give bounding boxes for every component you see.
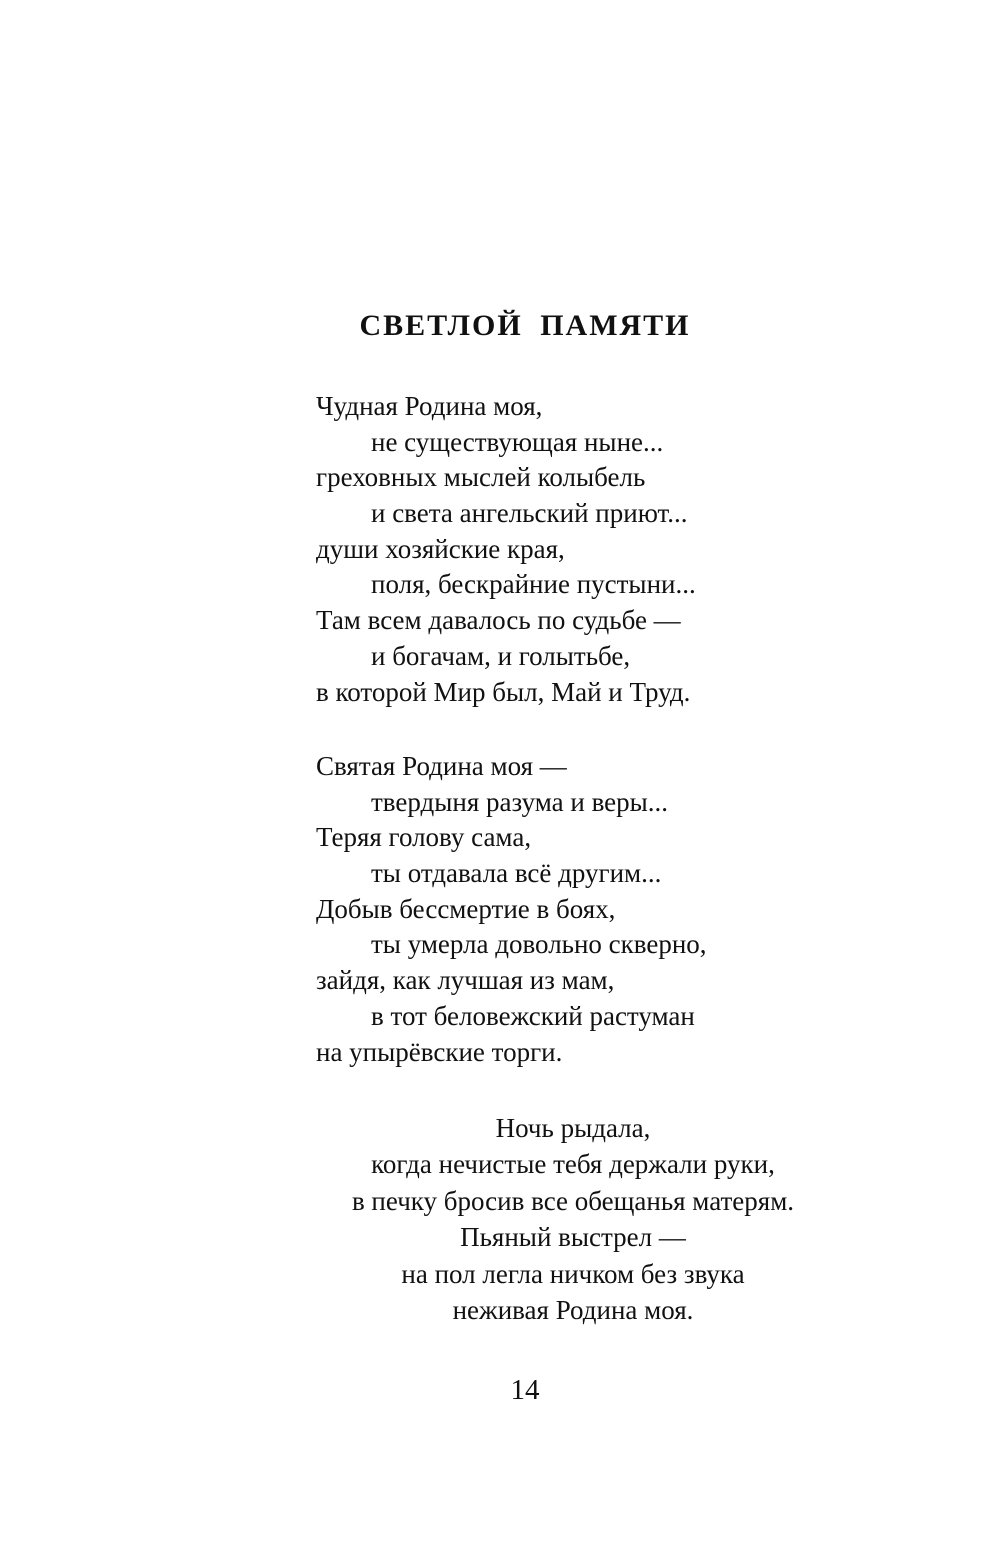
poem-line: неживая Родина моя. xyxy=(452,1294,694,1325)
stanza-1 xyxy=(316,389,696,710)
poem-line: в печку бросив все обещанья матерям. xyxy=(351,1185,795,1216)
poem-line: Чудная Родина моя, xyxy=(316,391,543,421)
poem-line: когда нечистые тебя держали руки, xyxy=(371,1149,775,1180)
poem-line: и света ангельский приют... xyxy=(371,498,688,529)
poem-line: греховных мыслей колыбель xyxy=(316,462,646,493)
stanza-2 xyxy=(316,749,707,1070)
poem-title: СВЕТЛОЙ ПАМЯТИ xyxy=(359,309,691,342)
stanza-3 xyxy=(0,1110,1000,1328)
poem-line: зайдя, как лучшая из мам, xyxy=(316,965,615,996)
poem-line: ты умерла довольно скверно, xyxy=(371,929,707,960)
poem-line: ты отдавала всё другим... xyxy=(371,858,662,889)
poem-line: на упырёвские торги. xyxy=(316,1036,563,1067)
poem-line: Там всем давалось по судьбе — xyxy=(316,605,681,636)
poem-line: в тот беловежский растуман xyxy=(371,1000,695,1031)
poem-line: поля, бескрайние пустыни... xyxy=(371,569,696,600)
poem-line: Пьяный выстрел — xyxy=(460,1222,686,1253)
poem-line: души хозяйские края, xyxy=(316,533,565,564)
poem-line: и богачам, и голытьбе, xyxy=(371,640,631,671)
poem-line: в которой Мир был, Май и Труд. xyxy=(316,676,691,707)
page-number: 14 xyxy=(510,1374,540,1406)
poem-line: на пол легла ничком без звука xyxy=(401,1258,745,1289)
poem-line: Ночь рыдала, xyxy=(495,1113,651,1143)
poem-line: Теряя голову сама, xyxy=(316,822,532,853)
poem-line: Добыв бессмертие в боях, xyxy=(316,893,616,924)
poem-line: твердыня разума и веры... xyxy=(371,786,669,817)
poem-line: Святая Родина моя — xyxy=(316,751,567,781)
poem-line: не существующая ныне... xyxy=(371,426,664,457)
